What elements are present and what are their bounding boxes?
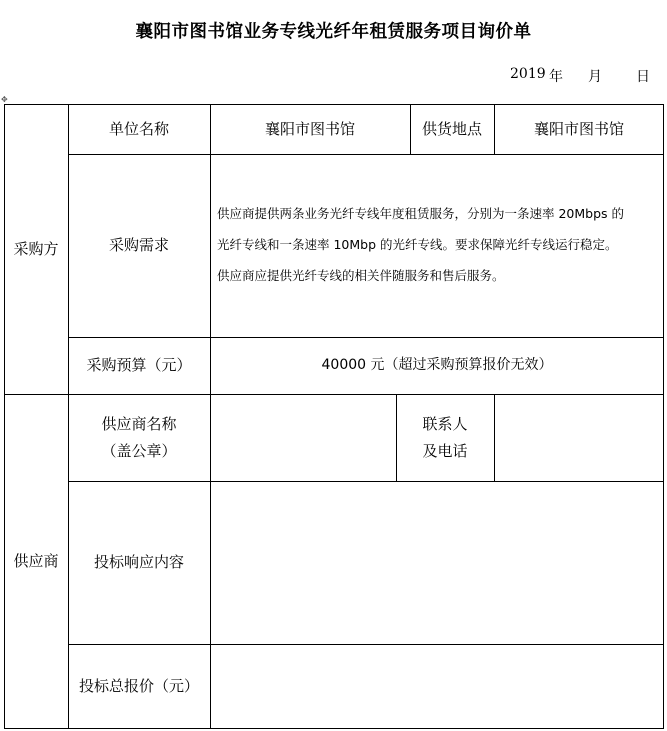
- contact-label: [396, 394, 494, 481]
- budget-value[interactable]: 40000 元（超过采购预算报价无效）: [321, 357, 553, 373]
- requirement-label: 采购需求: [108, 236, 169, 254]
- date-year-label: 年: [549, 69, 563, 85]
- date-year: 2019: [510, 66, 546, 82]
- budget-label: 采购预算（元）: [86, 356, 192, 374]
- delivery-place-value[interactable]: 襄阳市图书馆: [533, 119, 624, 138]
- total-price-field[interactable]: [210, 644, 664, 728]
- supplier-section-label: 供应商: [13, 552, 59, 570]
- contact-label-line2: 及电话: [422, 441, 468, 460]
- unit-name-label: 单位名称: [108, 119, 169, 138]
- supplier-name-label-line2: （盖公章）: [101, 441, 177, 460]
- requirement-line: 供应商提供两条业务光纤专线年度租赁服务，分别为一条速率 20Mbps 的: [217, 206, 625, 221]
- date-month-label: 月: [588, 69, 602, 85]
- table-border-bottom: [4, 728, 664, 729]
- bid-content-field[interactable]: [210, 481, 664, 644]
- unit-name-value[interactable]: 襄阳市图书馆: [264, 119, 355, 138]
- date-day-label: 日: [636, 69, 650, 85]
- delivery-place-label: 供货地点: [421, 119, 482, 138]
- requirement-line: 供应商应提供光纤专线的相关伴随服务和售后服务。: [217, 268, 505, 283]
- table-handle-icon[interactable]: ✥: [1, 95, 8, 104]
- requirement-text[interactable]: [217, 198, 663, 291]
- requirement-line: 光纤专线和一条速率 10Mbp 的光纤专线。要求保障光纤专线运行稳定。: [217, 237, 618, 252]
- supplier-name-field[interactable]: [210, 394, 396, 481]
- supplier-name-label-line1: 供应商名称: [101, 414, 177, 433]
- quotation-table: [4, 104, 667, 731]
- contact-label-line1: 联系人: [422, 414, 468, 433]
- total-price-label: 投标总报价（元）: [78, 676, 199, 695]
- bid-content-label: 投标响应内容: [93, 553, 184, 571]
- document-title: 襄阳市图书馆业务专线光纤年租赁服务项目询价单: [135, 22, 532, 42]
- contact-field[interactable]: [494, 394, 664, 481]
- supplier-name-label: [68, 394, 210, 481]
- purchaser-section-label: 采购方: [13, 239, 59, 258]
